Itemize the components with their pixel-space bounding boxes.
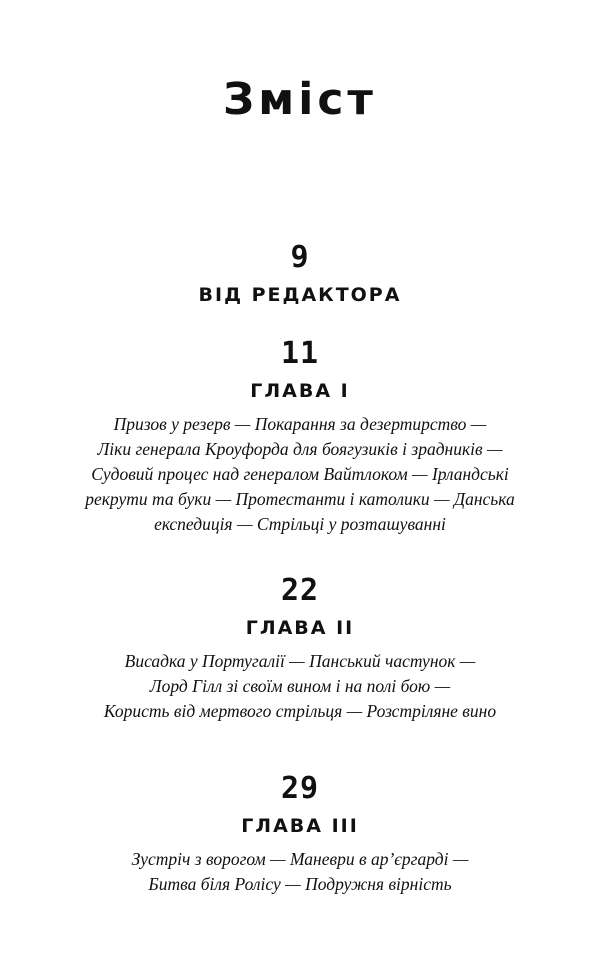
summary-line: експедиція — Стрільці у розташуванні [154, 514, 446, 534]
page-number: 9 [290, 240, 310, 275]
chapter-heading: ГЛАВА І [250, 380, 350, 402]
toc-entry-editor [0, 240, 600, 308]
chapter-summary [0, 649, 600, 724]
toc-entry-chapter-1 [0, 336, 600, 537]
page-number: 29 [280, 771, 320, 806]
page-number: 22 [280, 573, 320, 608]
page-title: Зміст [223, 74, 377, 125]
summary-line: Битва біля Ролісу — Подружня вірність [148, 874, 452, 894]
toc-entry-chapter-2 [0, 573, 600, 724]
summary-line: Лорд Гілл зі своїм вином і на полі бою — [149, 676, 451, 696]
summary-line: Висадка у Португалії — Панський частунок — [124, 651, 476, 671]
chapter-summary [0, 412, 600, 537]
summary-line: рекрути та буки — Протестанти і католики — Данська [85, 489, 515, 509]
chapter-summary [0, 847, 600, 897]
summary-line: Ліки генерала Кроуфорда для боягузиків і зрадників — [97, 439, 503, 459]
section-heading: ВІД РЕДАКТОРА [198, 284, 402, 306]
page-number: 11 [280, 336, 320, 371]
chapter-heading: ГЛАВА ІІІ [241, 815, 359, 837]
toc-entry-chapter-3 [0, 771, 600, 897]
summary-line: Зустріч з ворогом — Маневри в ар’єргарді — [131, 849, 469, 869]
summary-line: Судовий процес над генералом Вайтлоком — Ірландські [91, 464, 509, 484]
chapter-heading: ГЛАВА ІІ [245, 617, 355, 639]
summary-line: Користь від мертвого стрільця — Розстріляне вино [103, 701, 497, 721]
summary-line: Призов у резерв — Покарання за дезертирство — [113, 414, 487, 434]
